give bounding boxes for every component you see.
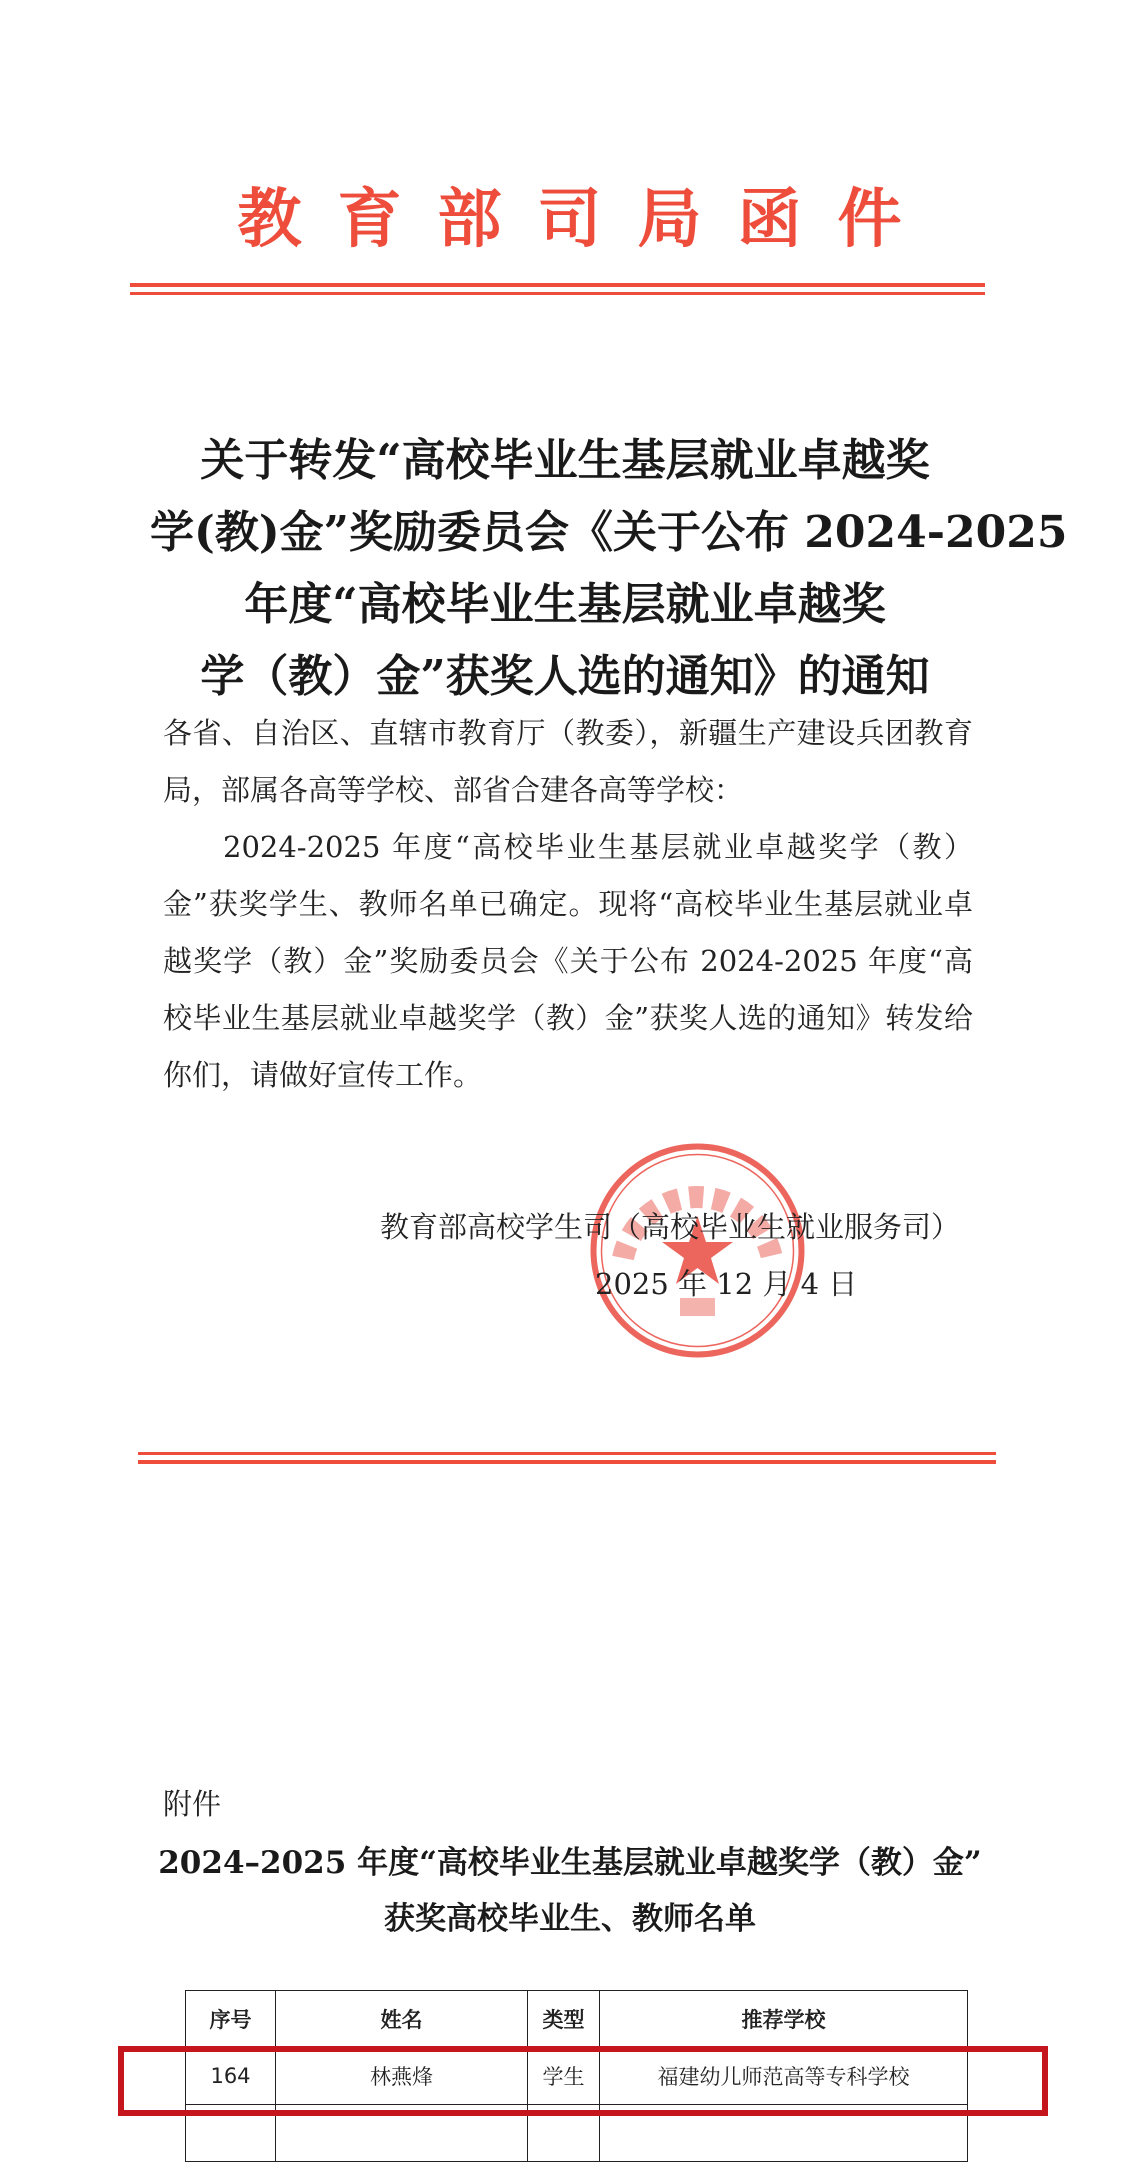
cell-index: 164 [186,2048,276,2105]
title-line: 学(教)金”奖励委员会《关于公布 2024-2025 [150,507,1068,558]
body-paragraph: 2024-2025 年度“高校毕业生基层就业卓越奖学（教）金”获奖学生、教师名单已确定。现将“高校毕业生基层就业卓越奖学（教）金”奖励委员会《关于公布 2024-2025 年度“高校毕业生基层就业卓越奖学（教）金”获奖人选的通知》转发给你们，请做好宣传工作。 [163,830,973,1092]
table-header-row [186,1991,968,2048]
attachment-title-line1: 2024–2025 年度“高校毕业生基层就业卓越奖学（教）金” [158,1845,982,1881]
attachment-title-line2: 获奖高校毕业生、教师名单 [384,1901,756,1937]
footer-rule-top [138,1452,996,1455]
document-title [150,425,1068,713]
signature-date: 2025 年 12 月 4 日 [595,1267,858,1301]
header-school: 推荐学校 [600,1991,968,2048]
salutation: 各省、自治区、直辖市教育厅（教委），新疆生产建设兵团教育局，部属各高等学校、部省合建各高等学校： [163,716,973,807]
official-seal-icon [585,1138,810,1363]
header-index: 序号 [186,1991,276,2048]
cell-type: 学生 [528,2048,600,2105]
title-line: 年度“高校毕业生基层就业卓越奖 [244,579,886,630]
row-highlight-box [118,2046,1048,2116]
header-name: 姓名 [276,1991,528,2048]
title-line: 关于转发“高校毕业生基层就业卓越奖 [200,435,930,486]
title-line: 学（教）金”获奖人选的通知》的通知 [200,651,930,702]
cell-name: 林燕烽 [276,2048,528,2105]
masthead-title: 教育部司局函件 [237,182,938,257]
signature-organization: 教育部高校学生司（高校毕业生就业服务司） [380,1210,961,1244]
footer-rule-bottom [138,1460,996,1464]
header-type: 类型 [528,1991,600,2048]
attachment-title [120,1835,1020,1947]
masthead-rule-bottom [130,292,985,295]
letter-body [163,705,973,1104]
attachment-label: 附件 [163,1787,222,1821]
cell-school: 福建幼儿师范高等专科学校 [600,2048,968,2105]
masthead-rule-top [130,283,985,287]
